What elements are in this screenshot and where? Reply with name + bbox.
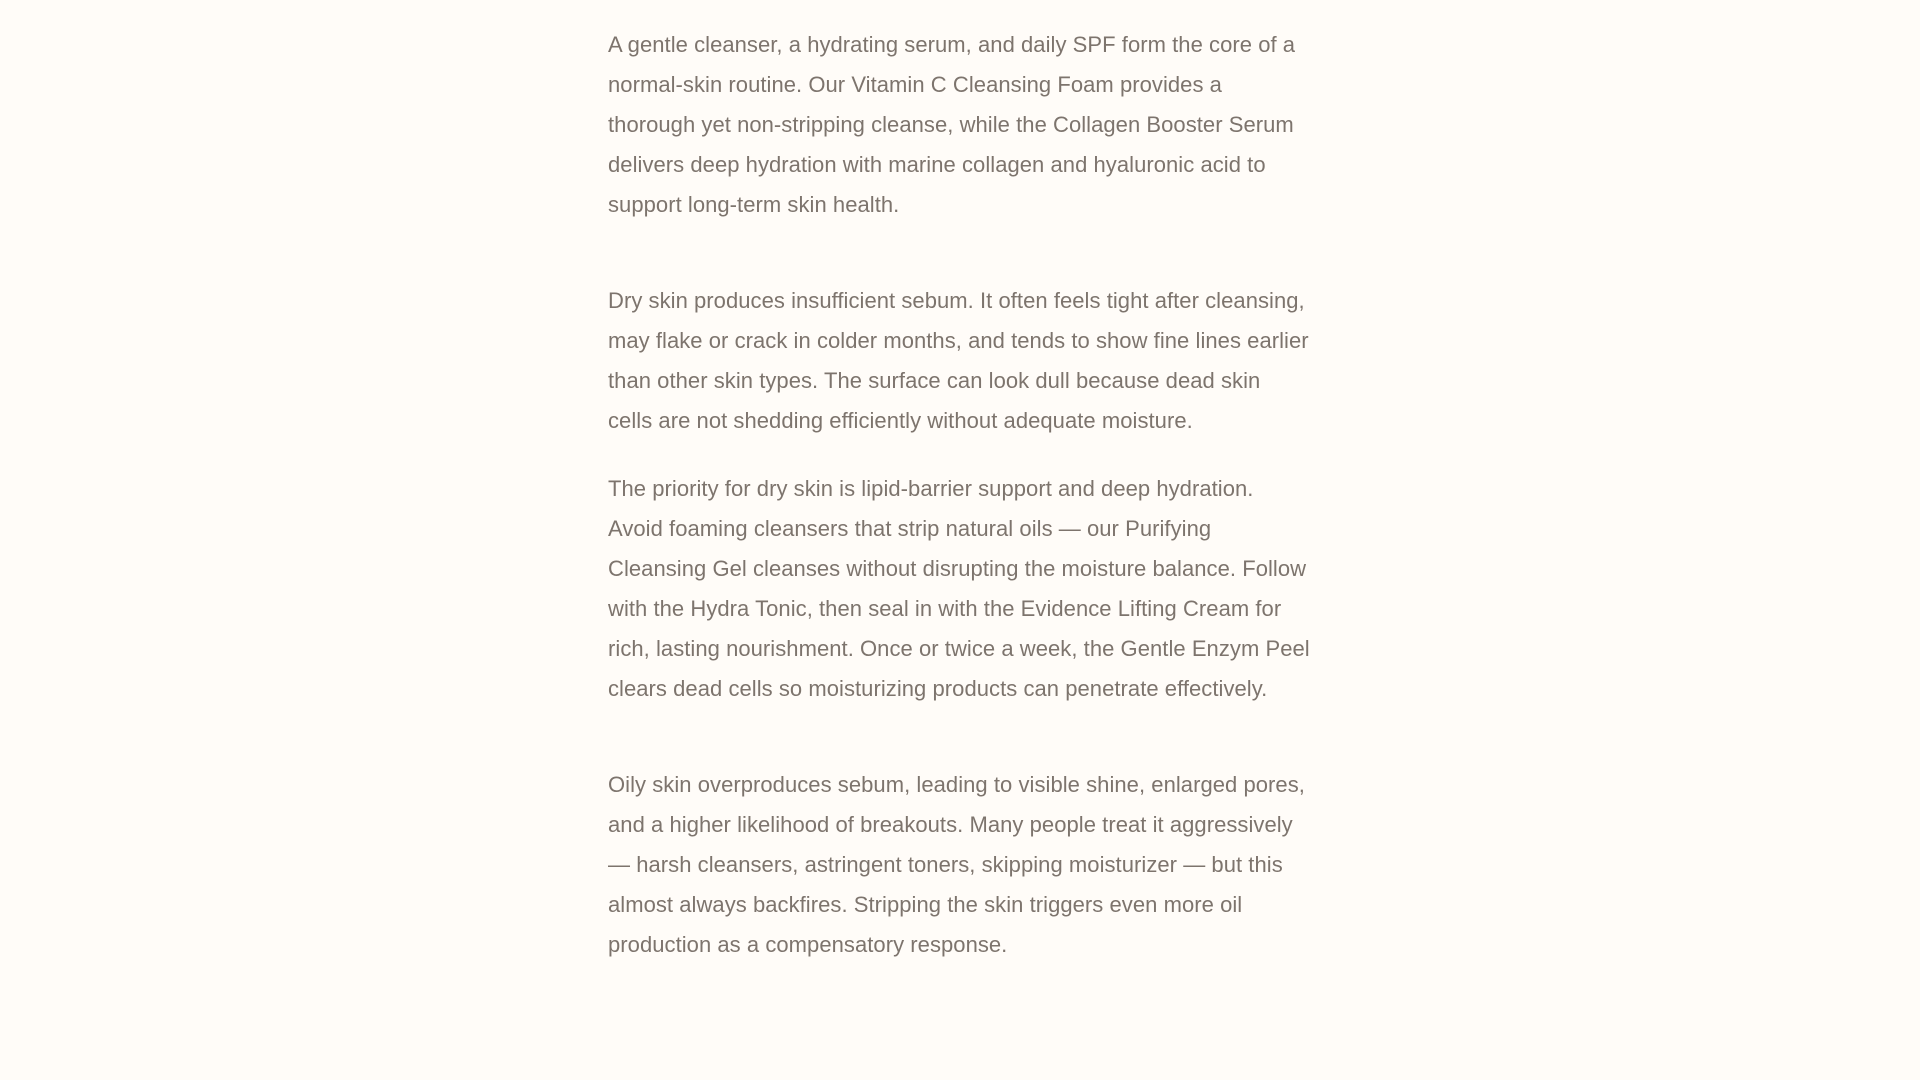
dry-skin-description-paragraph: Dry skin produces insufficient sebum. It often feels tight after cleansing, may flake or crack in colder months, and tends to show fine lines earlier than other skin types. The surface can look dull because dead skin cells are not shedding efficiently without adequate moisture. [608, 288, 1309, 433]
article-content [608, 25, 1310, 965]
dry-skin-routine-paragraph: The priority for dry skin is lipid-barrier support and deep hydration. Avoid foaming cleansers that strip natural oils — our Purifying Cleansing Gel cleanses without disrupting the moisture balance. Follow with the Hydra Tonic, then seal in with the Evidence Lifting Cream for rich, lasting nourishment. Once or twice a week, the Gentle Enzym Peel clears dead cells so moisturizing products can penetrate effectively. [608, 476, 1310, 701]
normal-skin-routine-paragraph: A gentle cleanser, a hydrating serum, and daily SPF form the core of a normal-skin routine. Our Vitamin C Cleansing Foam provides a thorough yet non-stripping cleanse, while the Collagen Booster Serum delivers deep hydration with marine collagen and hyaluronic acid to support long-term skin health. [608, 32, 1296, 217]
oily-skin-description-paragraph: Oily skin overproduces sebum, leading to visible shine, enlarged pores, and a higher likelihood of breakouts. Many people treat it aggressively — harsh cleansers, astringent toners, skipping moisturizer — but this almost always backfires. Stripping the skin triggers even more oil production as a compensatory response. [608, 772, 1305, 957]
